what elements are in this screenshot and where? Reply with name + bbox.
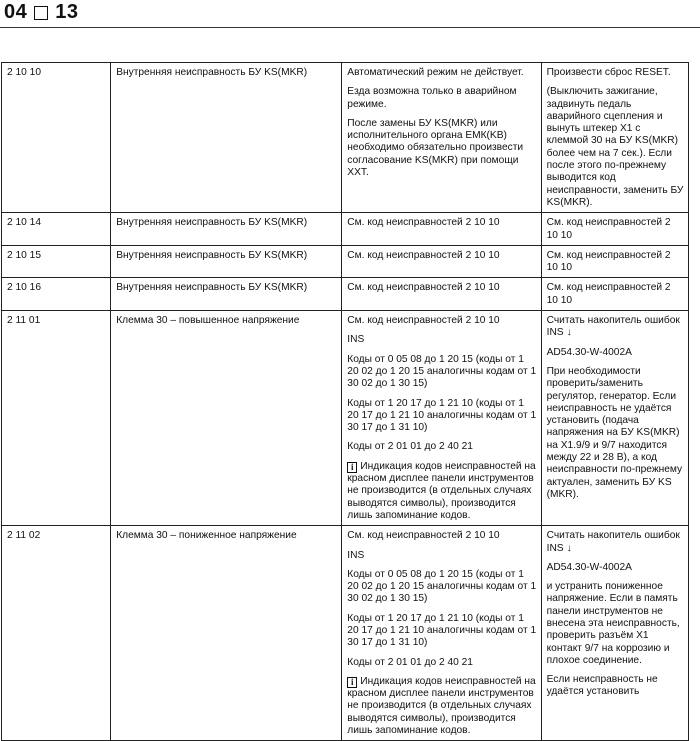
fault-action: См. код неисправностей 2 10 10 — [541, 213, 688, 246]
section-code — [4, 1, 79, 24]
fault-action: См. код неисправностей 2 10 10 — [541, 278, 688, 311]
effect-text: INS — [347, 549, 365, 561]
fault-description: Внутренняя неисправность БУ KS(MKR) — [111, 63, 342, 213]
effect-text: Коды от 1 20 17 до 1 21 10 (коды от 1 20 17 до 1 21 10 аналогичны кодам от 1 30 17 до 1 31 10) — [347, 397, 537, 434]
fault-effect: См. код неисправностей 2 10 10 — [342, 213, 541, 246]
effect-text: Автоматический режим не действует. — [347, 67, 524, 78]
action-read-text: Считать накопитель ошибок INS — [546, 315, 680, 339]
fault-code-table — [1, 62, 689, 741]
action-read-text: Считать накопитель ошибок INS — [546, 530, 680, 554]
square-icon — [34, 6, 48, 20]
table-row — [2, 278, 689, 311]
effect-text: Коды от 0 05 08 до 1 20 15 (коды от 1 20 02 до 1 20 15 аналогичны кодам от 1 30 02 до 1 30 15) — [347, 353, 537, 390]
fault-action — [541, 311, 688, 526]
fault-effect: См. код неисправностей 2 10 10 — [342, 245, 541, 278]
table-row — [2, 63, 689, 213]
arrow-down-icon: ↓ — [566, 542, 572, 554]
effect-text: Коды от 2 01 01 до 2 40 21 — [347, 441, 473, 453]
fault-effect — [342, 311, 541, 526]
info-note — [347, 676, 536, 737]
fault-code: 2 11 02 — [2, 526, 111, 741]
action-text: Если неисправность не удаётся установить — [546, 674, 658, 698]
fault-effect — [342, 526, 541, 741]
action-text — [547, 530, 684, 555]
fault-effect — [342, 63, 541, 213]
effect-text: INS — [347, 334, 365, 346]
fault-code: 2 10 14 — [2, 213, 111, 246]
effect-text: Коды от 2 01 01 до 2 40 21 — [347, 656, 473, 668]
info-icon: i — [347, 677, 357, 688]
action-text — [547, 315, 684, 340]
fault-description: Внутренняя неисправность БУ KS(MKR) — [111, 245, 342, 278]
fault-action — [541, 63, 688, 213]
fault-code: 2 10 16 — [2, 278, 111, 311]
effect-text: См. код неисправностей 2 10 10 — [347, 530, 500, 542]
action-text: Произвести сброс RESET. — [546, 67, 671, 78]
effect-text: См. код неисправностей 2 10 10 — [347, 315, 500, 327]
fault-code: 2 11 01 — [2, 311, 111, 526]
fault-action: См. код неисправностей 2 10 10 — [541, 245, 688, 278]
note-text: Индикация кодов неисправностей на красном дисплее панели инструментов не производится (в отдельных случаях выводятся символы), производится лишь запоминание кодов. — [347, 675, 536, 737]
info-note — [347, 461, 536, 522]
table-row — [2, 526, 689, 741]
fault-code: 2 10 10 — [2, 63, 111, 213]
table-row — [2, 213, 689, 246]
arrow-down-icon: ↓ — [566, 327, 572, 339]
fault-description: Клемма 30 – повышенное напряжение — [111, 311, 342, 526]
effect-text: Езда возможна только в аварийном режиме. — [347, 86, 517, 110]
action-text: AD54.30-W-4002A — [546, 561, 632, 573]
page-header — [0, 0, 700, 28]
action-text: и устранить пониженное напряжение. Если в память панели инструментов не внесена эта неисправность, проверить разъём Х1 контакт 9/7 на коррозию и плохое соединение. — [546, 581, 680, 666]
effect-text: Коды от 1 20 17 до 1 21 10 (коды от 1 20 17 до 1 21 10 аналогичны кодам от 1 30 17 до 1 31 10) — [347, 612, 537, 649]
fault-action — [541, 526, 688, 741]
fault-code: 2 10 15 — [2, 245, 111, 278]
effect-text: После замены БУ KS(MKR) или исполнительного органа ЕМК(KB) необходимо обязательно произвести согласование KS(MKR) при помощи ХХТ. — [347, 117, 524, 179]
info-icon: i — [347, 462, 357, 473]
table-row — [2, 311, 689, 526]
action-text: AD54.30-W-4002A — [546, 346, 632, 358]
table-row — [2, 245, 689, 278]
section-code-right: 13 — [55, 1, 79, 23]
section-code-left: 04 — [4, 1, 28, 23]
fault-description: Внутренняя неисправность БУ KS(MKR) — [111, 213, 342, 246]
fault-description: Клемма 30 – пониженное напряжение — [111, 526, 342, 741]
action-text: (Выключить зажигание, задвинуть педаль аварийного сцепления и вынуть штекер Х1 с клеммой 30 на БУ KS(MKR) более чем на 7 сек.). Если после этого по-прежнему выводится код неисправности, заменить БУ KS(MKR). — [546, 86, 684, 208]
note-text: Индикация кодов неисправностей на красном дисплее панели инструментов не производится (в отдельных случаях выводятся символы), производится лишь запоминание кодов. — [347, 460, 536, 521]
fault-description: Внутренняя неисправность БУ KS(MKR) — [111, 278, 342, 311]
effect-text: Коды от 0 05 08 до 1 20 15 (коды от 1 20 02 до 1 20 15 аналогичны кодам от 1 30 02 до 1 30 15) — [347, 568, 537, 605]
fault-effect: См. код неисправностей 2 10 10 — [342, 278, 541, 311]
action-text: При необходимости проверить/заменить регулятор, генератор. Если неисправность не удаётся установить (подача напряжения на БУ KS(MKR) на Х1.9/9 и 9/7 находится между 22 и 28 В), а код неисправности по-прежнему актуален, заменить БУ KS (MKR). — [546, 365, 683, 500]
